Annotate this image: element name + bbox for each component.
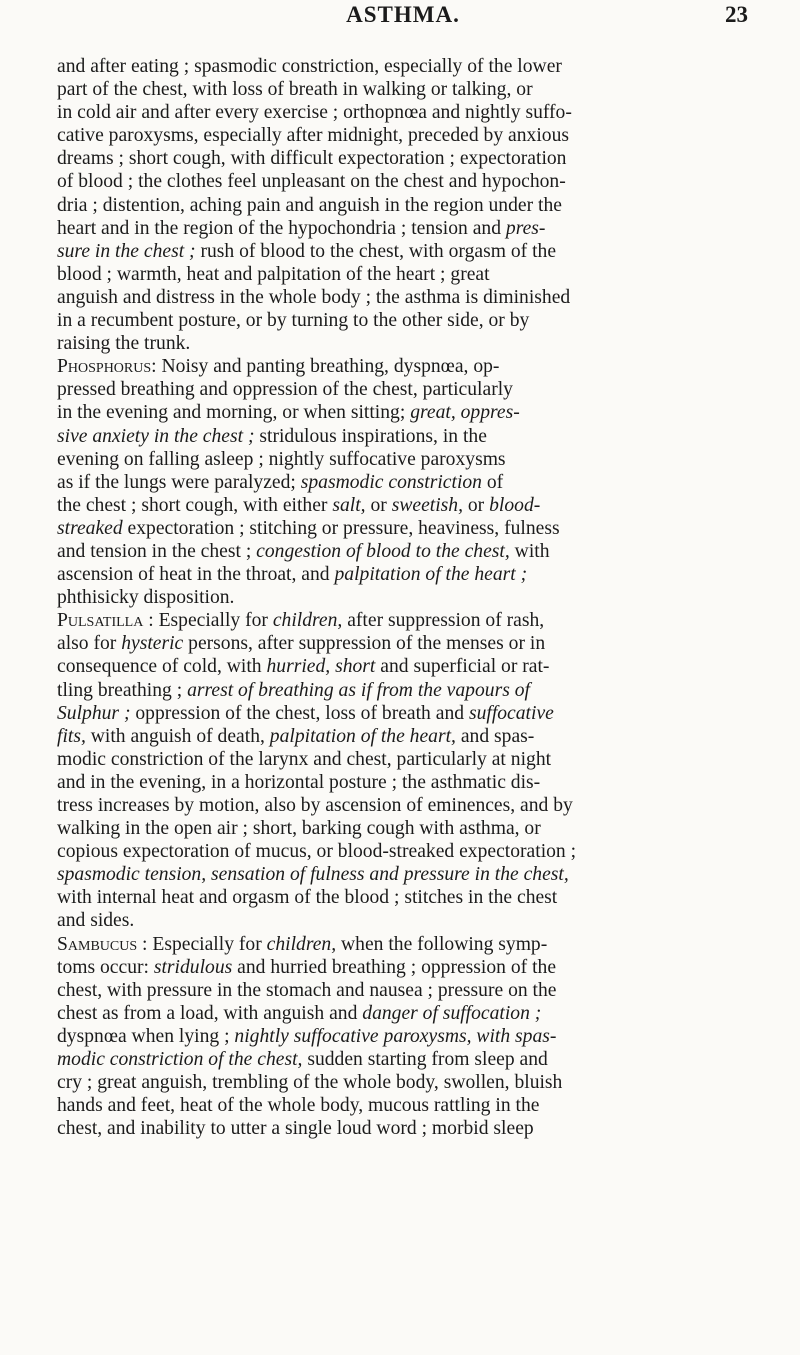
text-segment: evening on falling asleep ; nightly suffocative paroxysms bbox=[57, 448, 506, 470]
text-line bbox=[57, 586, 749, 609]
text-segment: or bbox=[365, 494, 392, 516]
text-segment: tling breathing ; bbox=[57, 679, 188, 701]
text-segment: hands and feet, heat of the whole body, mucous rattling in the bbox=[57, 1095, 540, 1117]
text-line bbox=[57, 702, 749, 725]
text-segment: and in the evening, in a horizontal posture ; the asthmatic dis- bbox=[57, 771, 541, 793]
text-line bbox=[57, 817, 749, 840]
text-line bbox=[57, 55, 749, 78]
emphasis-text: hurried, short bbox=[266, 656, 376, 678]
text-line bbox=[57, 609, 749, 632]
text-line bbox=[57, 147, 749, 170]
text-line bbox=[57, 309, 749, 332]
text-segment: toms occur: bbox=[57, 956, 154, 978]
emphasis-text: children, bbox=[266, 933, 337, 955]
remedy-name: Pulsatilla bbox=[57, 610, 144, 632]
text-line bbox=[57, 378, 749, 401]
text-segment: heart and in the region of the hypochondria ; tension and bbox=[57, 217, 506, 239]
text-line bbox=[57, 886, 749, 909]
text-segment: when the following symp- bbox=[336, 933, 548, 955]
text-segment: and superficial or rat- bbox=[375, 656, 550, 678]
text-line bbox=[57, 956, 749, 979]
text-line bbox=[57, 771, 749, 794]
emphasis-text: great, oppres- bbox=[410, 402, 520, 424]
text-line bbox=[57, 563, 749, 586]
text-segment: expectoration ; stitching or pressure, heaviness, fulness bbox=[122, 517, 560, 539]
text-line bbox=[57, 170, 749, 193]
text-segment: cative paroxysms, especially after midnight, preceded by anxious bbox=[57, 125, 569, 147]
text-segment: walking in the open air ; short, barking cough with asthma, or bbox=[57, 818, 541, 840]
text-line bbox=[57, 355, 749, 378]
text-segment: and sides. bbox=[57, 910, 135, 932]
emphasis-text: children, bbox=[272, 610, 343, 632]
text-segment: phthisicky disposition. bbox=[57, 587, 235, 609]
page-number: 23 bbox=[725, 2, 748, 27]
text-segment: blood ; warmth, heat and palpitation of the heart ; great bbox=[57, 263, 490, 285]
text-segment: modic constriction of the larynx and chest, particularly at night bbox=[57, 748, 552, 770]
text-line bbox=[57, 840, 749, 863]
text-segment: : Noisy and panting breathing, dyspnœa, op- bbox=[151, 356, 500, 378]
text-segment: pressed breathing and oppression of the chest, particularly bbox=[57, 379, 513, 401]
text-segment: with internal heat and orgasm of the blood ; stitches in the chest bbox=[57, 887, 558, 909]
text-segment: and spas- bbox=[455, 725, 535, 747]
emphasis-text: danger of suffocation ; bbox=[362, 1002, 542, 1024]
text-segment: in the evening and morning, or when sitting; bbox=[57, 402, 411, 424]
text-segment: after suppression of rash, bbox=[342, 610, 545, 632]
text-line bbox=[57, 979, 749, 1002]
text-line bbox=[57, 494, 749, 517]
text-segment: and tension in the chest ; bbox=[57, 540, 257, 562]
text-line bbox=[57, 124, 749, 147]
emphasis-text: nightly suffocative paroxysms, with spas- bbox=[234, 1025, 557, 1047]
text-line bbox=[57, 933, 749, 956]
text-line bbox=[57, 194, 749, 217]
text-line bbox=[57, 748, 749, 771]
text-segment: dreams ; short cough, with difficult expectoration ; expectoration bbox=[57, 148, 567, 170]
emphasis-text: hysteric bbox=[121, 633, 184, 655]
emphasis-text: sive anxiety in the chest ; bbox=[57, 425, 255, 447]
text-line bbox=[57, 425, 749, 448]
text-line bbox=[57, 725, 749, 748]
emphasis-text: modic constriction of the chest, bbox=[57, 1049, 303, 1071]
emphasis-text: suffocative bbox=[468, 702, 554, 724]
text-segment: also for bbox=[57, 633, 122, 655]
text-segment: stridulous inspirations, in the bbox=[254, 425, 487, 447]
text-segment: ascension of heat in the throat, and bbox=[57, 564, 335, 586]
text-segment: as if the lungs were paralyzed; bbox=[57, 471, 301, 493]
text-segment: chest as from a load, with anguish and bbox=[57, 1002, 363, 1024]
text-line bbox=[57, 1025, 749, 1048]
text-line bbox=[57, 632, 749, 655]
text-segment: in cold air and after every exercise ; orthopnœa and nightly suffo- bbox=[57, 102, 572, 124]
text-segment: : Especially for bbox=[137, 933, 267, 955]
text-line bbox=[57, 679, 749, 702]
text-segment: rush of blood to the chest, with orgasm of the bbox=[195, 240, 557, 262]
text-line bbox=[57, 863, 749, 886]
text-line bbox=[57, 794, 749, 817]
text-line bbox=[57, 1048, 749, 1071]
remedy-name: Sambucus bbox=[57, 933, 138, 955]
page-header-title: ASTHMA. bbox=[346, 2, 460, 27]
emphasis-text: palpitation of the heart ; bbox=[334, 564, 528, 586]
text-line bbox=[57, 263, 749, 286]
text-segment: the chest ; short cough, with either bbox=[57, 494, 333, 516]
text-segment: dria ; distention, aching pain and anguish in the region under the bbox=[57, 194, 562, 216]
text-line bbox=[57, 332, 749, 355]
emphasis-text: sweetish, bbox=[391, 494, 463, 516]
text-line bbox=[57, 78, 749, 101]
text-segment: and after eating ; spasmodic constriction, especially of the lower bbox=[57, 56, 562, 77]
text-segment: sudden starting from sleep and bbox=[302, 1049, 548, 1071]
text-segment: consequence of cold, with bbox=[57, 656, 267, 678]
text-segment: with bbox=[509, 540, 550, 562]
text-line bbox=[57, 401, 749, 424]
text-line bbox=[57, 909, 749, 932]
text-segment: cry ; great anguish, trembling of the whole body, swollen, bluish bbox=[57, 1072, 563, 1094]
text-line bbox=[57, 240, 749, 263]
text-segment: dyspnœa when lying ; bbox=[57, 1025, 235, 1047]
text-segment: raising the trunk. bbox=[57, 333, 191, 355]
running-head bbox=[58, 2, 748, 32]
text-line bbox=[57, 1071, 749, 1094]
emphasis-text: pres- bbox=[505, 217, 546, 239]
emphasis-text: streaked bbox=[57, 517, 123, 539]
text-segment: part of the chest, with loss of breath in walking or talking, or bbox=[57, 79, 533, 101]
text-line bbox=[57, 540, 749, 563]
text-segment: with anguish of death, bbox=[85, 725, 270, 747]
text-segment: and hurried breathing ; oppression of the bbox=[232, 956, 557, 978]
text-line bbox=[57, 1002, 749, 1025]
text-segment: : Especially for bbox=[143, 610, 273, 632]
remedy-name: Phosphorus bbox=[57, 356, 152, 378]
text-line bbox=[57, 217, 749, 240]
text-segment: of blood ; the clothes feel unpleasant on the chest and hypochon- bbox=[57, 171, 566, 193]
emphasis-text: fits, bbox=[57, 725, 86, 747]
emphasis-text: palpitation of the heart, bbox=[269, 725, 456, 747]
text-line bbox=[57, 517, 749, 540]
text-segment: oppression of the chest, loss of breath and bbox=[130, 702, 469, 724]
text-segment: in a recumbent posture, or by turning to the other side, or by bbox=[57, 310, 530, 332]
text-segment: or bbox=[462, 494, 490, 516]
emphasis-text: Sulphur ; bbox=[57, 702, 131, 724]
text-segment: copious expectoration of mucus, or blood-streaked expectoration ; bbox=[57, 841, 577, 863]
emphasis-text: spasmodic tension, sensation of fulness and pressure in the chest, bbox=[57, 864, 569, 886]
text-line bbox=[57, 101, 749, 124]
text-line bbox=[57, 448, 749, 471]
emphasis-text: salt, bbox=[332, 494, 366, 516]
text-segment: of bbox=[481, 471, 504, 493]
text-line bbox=[57, 1094, 749, 1117]
text-segment: chest, and inability to utter a single loud word ; morbid sleep bbox=[57, 1118, 534, 1140]
text-segment: anguish and distress in the whole body ; the asthma is diminished bbox=[57, 286, 571, 308]
text-line bbox=[57, 471, 749, 494]
emphasis-text: spasmodic constriction bbox=[300, 471, 482, 493]
text-segment: persons, after suppression of the menses or in bbox=[183, 633, 546, 655]
text-segment: tress increases by motion, also by ascension of eminences, and by bbox=[57, 795, 573, 816]
emphasis-text: arrest of breathing as if from the vapours of bbox=[187, 679, 530, 701]
text-line bbox=[57, 1117, 749, 1140]
body-text bbox=[57, 55, 749, 1140]
text-line bbox=[57, 286, 749, 309]
emphasis-text: sure in the chest ; bbox=[57, 240, 196, 262]
emphasis-text: blood- bbox=[489, 494, 541, 516]
emphasis-text: stridulous bbox=[153, 956, 233, 978]
text-line bbox=[57, 655, 749, 678]
text-segment: chest, with pressure in the stomach and nausea ; pressure on the bbox=[57, 979, 557, 1001]
emphasis-text: congestion of blood to the chest, bbox=[256, 540, 510, 562]
